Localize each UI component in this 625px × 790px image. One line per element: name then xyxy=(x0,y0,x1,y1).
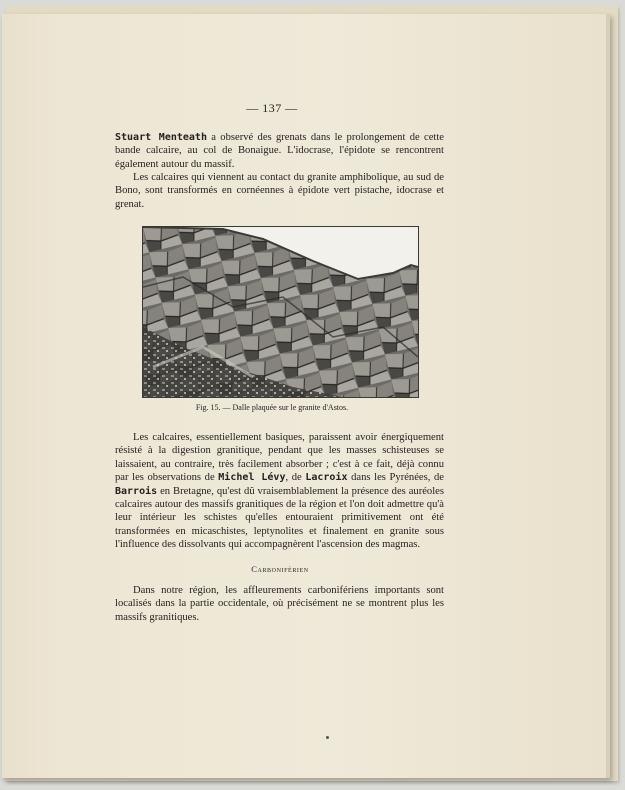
paragraph-3 xyxy=(115,431,444,552)
author-name: Lacroix xyxy=(305,472,348,484)
paragraph-1 xyxy=(115,131,444,171)
figure-caption: Fig. 15. — Dalle plaquée sur le granite d'Astos. xyxy=(195,403,349,412)
author-name: Barrois xyxy=(115,485,158,497)
paragraph-1-text: a observé des grenats dans le prolongement de cette bande calcaire, au col de Bonaigue. L'idocrase, l'épidote se rencontrent également autour du massif. xyxy=(115,132,444,170)
section-heading: Carbonifèrien xyxy=(251,564,309,574)
print-mark xyxy=(326,736,329,739)
page-number: — 137 — xyxy=(246,101,298,115)
paragraph-4: Dans notre région, les affleurements carbonifériens importants sont localisés dans la partie occidentale, où précisément ne se montrent plus les massifs granitiques. xyxy=(115,585,444,623)
figure-photo xyxy=(142,226,419,398)
body-text: en Bretagne, qu'est dû vraisemblablement la présence des auréoles calcaires autour des massifs granitiques de la région et l'on doit admettre qu'à leur intérieur les schistes qu'elles entouraient primitivement ont été transformées en micaschistes, leptynolites et finalement en granite sous l'influence des dissolvants qui accompagnèrent l'ascension des magmas. xyxy=(115,485,444,551)
author-name: Michel Lévy xyxy=(218,472,286,484)
body-text: , de xyxy=(285,472,306,484)
body-text: Les calcaires, essentiellement basiques, paraissent avoir énergiquement résisté à la digestion granitique, pendant que les masses schisteuses se laissaient, au contraire, très facilement absorber ; c'est à ce fait, déjà connu par les observations de xyxy=(115,432,444,484)
author-name: Stuart Menteath xyxy=(115,132,207,143)
paragraph-2: Les calcaires qui viennent au contact du granite amphibolique, au sud de Bono, sont transformés en cornéennes à épidote vert pistache, idocrase et grenat. xyxy=(115,172,444,210)
body-text: dans les Pyrénées, de xyxy=(347,472,445,484)
